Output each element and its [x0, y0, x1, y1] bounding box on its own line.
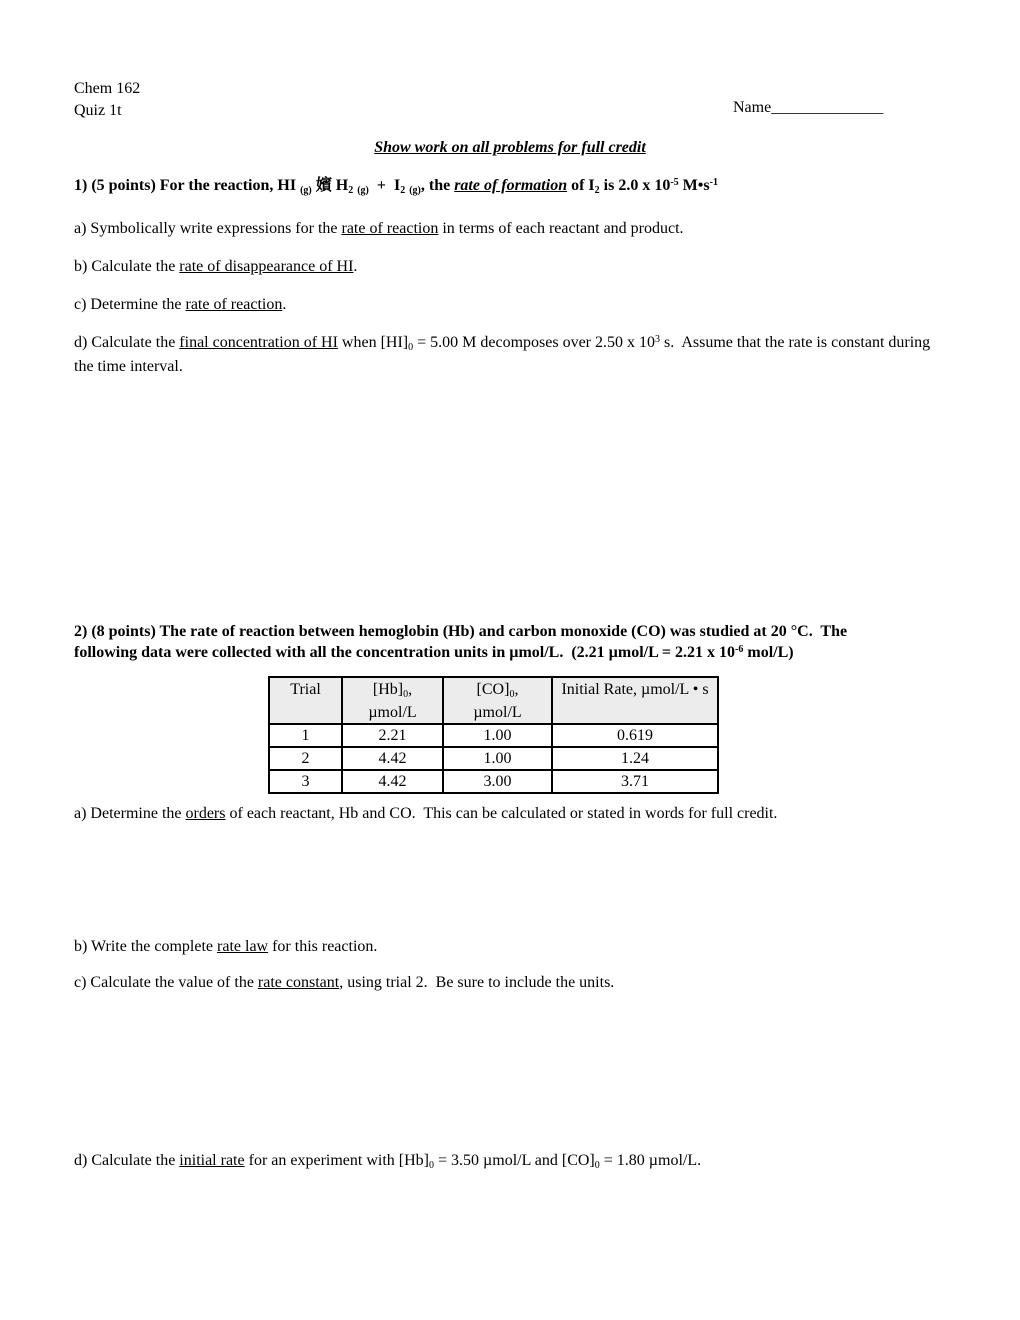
cell-trial: 3 — [269, 770, 342, 793]
document-header — [74, 78, 140, 122]
problem-1-question-d: d) Calculate the final concentration of HI when [HI]0 = 5.00 M decomposes over 2.50 x $10^3$ s. Assume that the rate is constant during the time interval. — [74, 334, 935, 375]
problem-2-question-b: b) Write the complete rate law for this reaction. — [74, 938, 378, 955]
name-blank: Name______________ — [733, 99, 884, 116]
instruction-line: Show work on all problems for full credit — [374, 139, 646, 156]
cell-rate: 0.619 — [552, 724, 718, 747]
cell-hb: 4.42 — [342, 747, 443, 770]
cell-trial: 2 — [269, 747, 342, 770]
problem-1-title: 1) (5 points) For the reaction, HI (g) 嬪 H2 (g) + I2 (g), the rate of formation of I2 is 2.0 x $10^{-5}$ $M•s^{-1}$ — [74, 177, 718, 196]
cell-co: 1.00 — [443, 724, 552, 747]
problem-1-question-a: a) Symbolically write expressions for the rate of reaction in terms of each reactant and product. — [74, 220, 684, 237]
problem-1-question-b: b) Calculate the rate of disappearance of HI. — [74, 258, 358, 275]
table-row — [269, 770, 718, 793]
table-header-initial-rate: Initial Rate, µmol/L • s — [552, 677, 718, 724]
kinetics-data-table — [268, 676, 719, 794]
problem-2-question-a: a) Determine the orders of each reactant, Hb and CO. This can be calculated or stated in words for full credit. — [74, 805, 778, 822]
table-header-row — [269, 677, 718, 724]
cell-rate: 1.24 — [552, 747, 718, 770]
cell-trial: 1 — [269, 724, 342, 747]
cell-hb: 2.21 — [342, 724, 443, 747]
cell-hb: 4.42 — [342, 770, 443, 793]
table-header-co: [CO]0, µmol/L — [443, 677, 552, 724]
table-row — [269, 724, 718, 747]
table-header-trial: Trial — [269, 677, 342, 724]
problem-1-question-c: c) Determine the rate of reaction. — [74, 296, 287, 313]
data-table — [268, 676, 719, 794]
table-header-hb: [Hb]0, µmol/L — [342, 677, 443, 724]
table-row — [269, 747, 718, 770]
course-title: Chem 162 — [74, 80, 141, 97]
quiz-title: Quiz 1t — [74, 102, 122, 119]
cell-rate: 3.71 — [552, 770, 718, 793]
cell-co: 3.00 — [443, 770, 552, 793]
problem-2-question-c: c) Calculate the value of the rate constant, using trial 2. Be sure to include the units. — [74, 974, 615, 991]
problem-2-question-d: d) Calculate the initial rate for an experiment with [Hb]0 = 3.50 µmol/L and [CO]0 = 1.80 µmol/L. — [74, 1152, 702, 1171]
problem-2-title: 2) (8 points) The rate of reaction between hemoglobin (Hb) and carbon monoxide (CO) was studied at 20 °C. The following data were collected with all the concentration units in µmol/L. (2.21 µmol/L = 2.21 x $10^{-6}$ mol/L) — [74, 623, 852, 661]
cell-co: 1.00 — [443, 747, 552, 770]
